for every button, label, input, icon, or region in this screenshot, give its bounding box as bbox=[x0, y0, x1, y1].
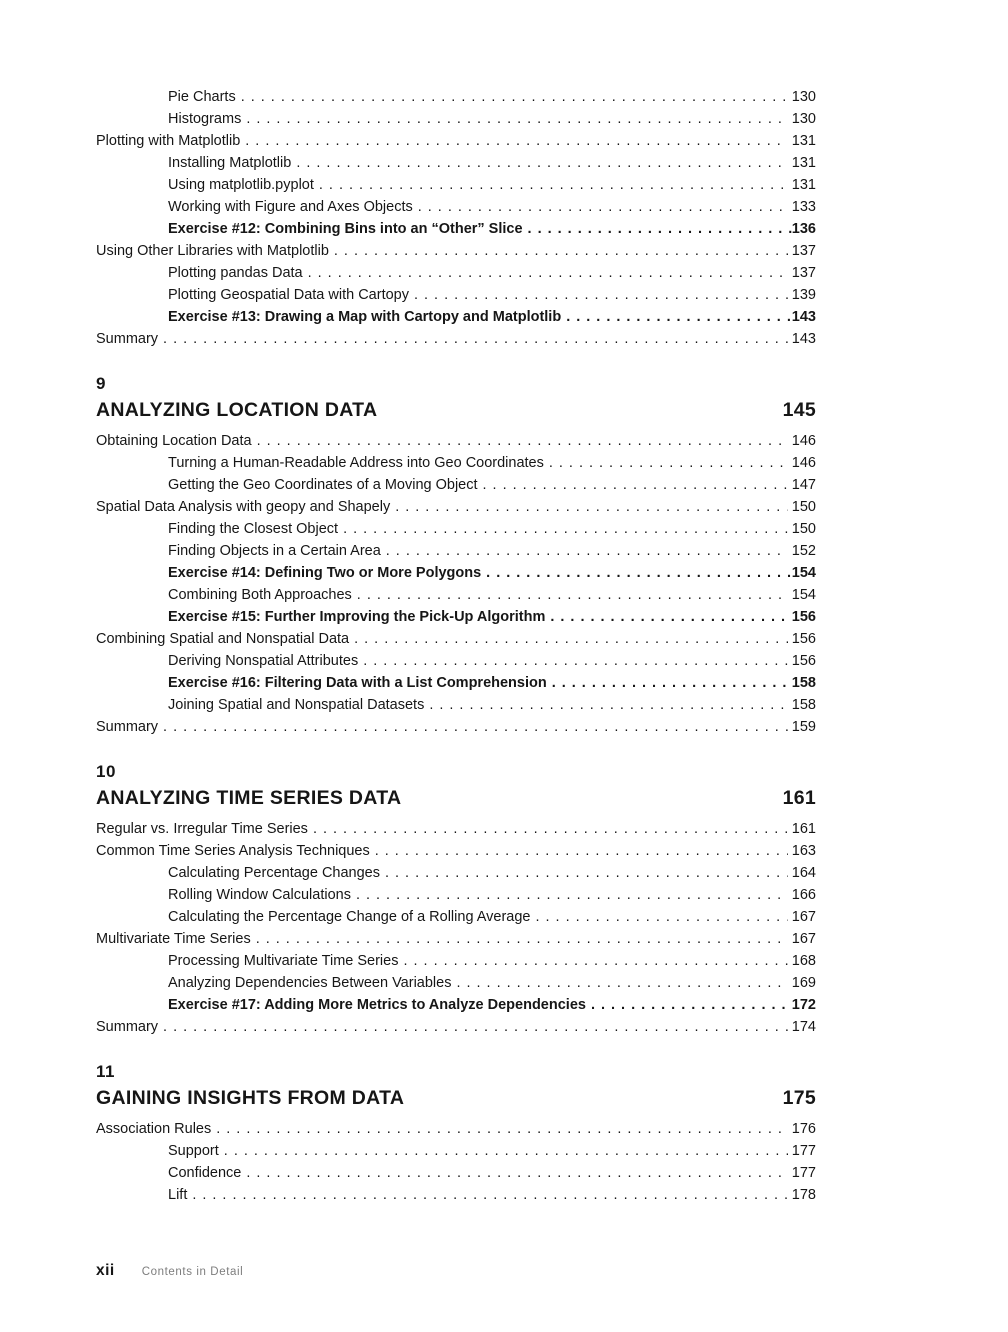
toc-entry-label: Plotting pandas Data bbox=[168, 265, 303, 281]
toc-entry-page: 150 bbox=[791, 499, 816, 515]
toc-entry-page: 154 bbox=[791, 565, 816, 581]
toc-entry bbox=[96, 672, 816, 694]
toc-entry-label: Calculating Percentage Changes bbox=[168, 865, 380, 881]
toc-entry-label: Exercise #15: Further Improving the Pick-Up Algorithm bbox=[168, 609, 546, 625]
toc-entry-label: Obtaining Location Data bbox=[96, 433, 252, 449]
dot-leader bbox=[356, 884, 788, 906]
toc-entry-label: Finding Objects in a Certain Area bbox=[168, 543, 381, 559]
toc-entry bbox=[96, 130, 816, 152]
toc-entry-label: Confidence bbox=[168, 1165, 242, 1181]
dot-leader bbox=[363, 650, 788, 672]
toc-entry-label: Combining Both Approaches bbox=[168, 587, 352, 603]
chapter-start-page: 145 bbox=[782, 399, 816, 421]
toc-entry-page: 143 bbox=[791, 309, 816, 325]
dot-leader bbox=[375, 840, 788, 862]
dot-leader bbox=[163, 716, 788, 738]
toc-entry bbox=[96, 818, 816, 840]
toc-entry bbox=[96, 862, 816, 884]
toc-entry bbox=[96, 650, 816, 672]
toc-page-content bbox=[96, 86, 816, 1206]
toc-entry-page: 150 bbox=[791, 521, 816, 537]
toc-entry-label: Calculating the Percentage Change of a Rolling Average bbox=[168, 909, 531, 925]
chapter-title: ANALYZING TIME SERIES DATA bbox=[96, 787, 402, 809]
toc-entry-page: 131 bbox=[791, 155, 816, 171]
toc-entry-page: 172 bbox=[791, 997, 816, 1013]
toc-entry-page: 143 bbox=[791, 331, 816, 347]
dot-leader bbox=[246, 108, 787, 130]
dot-leader bbox=[552, 672, 792, 694]
toc-entry bbox=[96, 262, 816, 284]
dot-leader bbox=[549, 452, 788, 474]
dot-leader bbox=[319, 174, 788, 196]
dot-leader bbox=[591, 994, 792, 1016]
toc-entry-page: 167 bbox=[791, 931, 816, 947]
dot-leader bbox=[395, 496, 788, 518]
dot-leader bbox=[403, 950, 787, 972]
chapter-title: ANALYZING LOCATION DATA bbox=[96, 399, 378, 421]
dot-leader bbox=[385, 862, 788, 884]
toc-entry-label: Exercise #13: Drawing a Map with Cartopy and Matplotlib bbox=[168, 309, 562, 325]
toc-entry-label: Exercise #14: Defining Two or More Polygons bbox=[168, 565, 482, 581]
footer-page-number: xii bbox=[96, 1262, 115, 1279]
toc-entry-page: 130 bbox=[791, 111, 816, 127]
toc-entry-label: Multivariate Time Series bbox=[96, 931, 251, 947]
toc-entry bbox=[96, 474, 816, 496]
toc-entry-page: 177 bbox=[791, 1143, 816, 1159]
toc-entry bbox=[96, 196, 816, 218]
toc-entry-label: Processing Multivariate Time Series bbox=[168, 953, 399, 969]
dot-leader bbox=[308, 262, 788, 284]
toc-entry-page: 174 bbox=[791, 1019, 816, 1035]
toc-entry-page: 163 bbox=[791, 843, 816, 859]
toc-entry-page: 130 bbox=[791, 89, 816, 105]
toc-entry-label: Deriving Nonspatial Attributes bbox=[168, 653, 359, 669]
dot-leader bbox=[429, 694, 787, 716]
toc-entry bbox=[96, 1162, 816, 1184]
toc-entry-page: 167 bbox=[791, 909, 816, 925]
chapter-title-row bbox=[96, 784, 816, 812]
toc-section bbox=[96, 86, 816, 350]
chapter-number: 9 bbox=[96, 374, 106, 393]
toc-entry-label: Exercise #12: Combining Bins into an “Other” Slice bbox=[168, 221, 523, 237]
toc-entry-page: 131 bbox=[791, 133, 816, 149]
footer-running-title: Contents in Detail bbox=[141, 1266, 244, 1278]
toc-entry-label: Exercise #17: Adding More Metrics to Analyze Dependencies bbox=[168, 997, 586, 1013]
toc-entry bbox=[96, 928, 816, 950]
toc-entry bbox=[96, 884, 816, 906]
chapter-header bbox=[96, 760, 816, 812]
toc-entry-page: 146 bbox=[791, 433, 816, 449]
dot-leader bbox=[354, 628, 788, 650]
toc-entry bbox=[96, 716, 816, 738]
toc-entry-page: 159 bbox=[791, 719, 816, 735]
toc-entry-label: Installing Matplotlib bbox=[168, 155, 292, 171]
toc-entry-page: 137 bbox=[791, 265, 816, 281]
toc-entry bbox=[96, 1118, 816, 1140]
toc-entry bbox=[96, 284, 816, 306]
toc-entry-page: 156 bbox=[791, 609, 816, 625]
dot-leader bbox=[386, 540, 788, 562]
toc-entry-label: Rolling Window Calculations bbox=[168, 887, 351, 903]
toc-entry-label: Turning a Human-Readable Address into Geo Coordinates bbox=[168, 455, 544, 471]
dot-leader bbox=[163, 1016, 788, 1038]
toc-entry-page: 164 bbox=[791, 865, 816, 881]
toc-entry-label: Plotting with Matplotlib bbox=[96, 133, 241, 149]
toc-entry-label: Using Other Libraries with Matplotlib bbox=[96, 243, 329, 259]
dot-leader bbox=[566, 306, 792, 328]
toc-entry bbox=[96, 518, 816, 540]
toc-entry-label: Regular vs. Irregular Time Series bbox=[96, 821, 308, 837]
dot-leader bbox=[245, 130, 788, 152]
dot-leader bbox=[296, 152, 787, 174]
toc-entry bbox=[96, 972, 816, 994]
toc-entry bbox=[96, 628, 816, 650]
chapter-header bbox=[96, 372, 816, 424]
dot-leader bbox=[241, 86, 788, 108]
toc-entry-label: Plotting Geospatial Data with Cartopy bbox=[168, 287, 409, 303]
toc-entry bbox=[96, 86, 816, 108]
chapter-title-row bbox=[96, 396, 816, 424]
toc-entry bbox=[96, 496, 816, 518]
chapter-number: 10 bbox=[96, 762, 116, 781]
chapter-start-page: 161 bbox=[782, 787, 816, 809]
toc-entry bbox=[96, 430, 816, 452]
toc-entry-page: 178 bbox=[791, 1187, 816, 1203]
dot-leader bbox=[486, 562, 792, 584]
toc-entry bbox=[96, 840, 816, 862]
toc-entry-page: 139 bbox=[791, 287, 816, 303]
dot-leader bbox=[528, 218, 792, 240]
dot-leader bbox=[224, 1140, 788, 1162]
dot-leader bbox=[550, 606, 791, 628]
toc-entry bbox=[96, 994, 816, 1016]
toc-entry-label: Spatial Data Analysis with geopy and Shapely bbox=[96, 499, 391, 515]
chapter-header bbox=[96, 1060, 816, 1112]
dot-leader bbox=[216, 1118, 788, 1140]
toc-section bbox=[96, 760, 816, 1038]
dot-leader bbox=[334, 240, 788, 262]
chapter-start-page: 175 bbox=[782, 1087, 816, 1109]
toc-entry-label: Working with Figure and Axes Objects bbox=[168, 199, 413, 215]
dot-leader bbox=[192, 1184, 787, 1206]
toc-entry-label: Combining Spatial and Nonspatial Data bbox=[96, 631, 350, 647]
toc-entry-label: Exercise #16: Filtering Data with a List Comprehension bbox=[168, 675, 547, 691]
dot-leader bbox=[313, 818, 788, 840]
toc-entry-label: Support bbox=[168, 1143, 219, 1159]
toc-entry-label: Pie Charts bbox=[168, 89, 236, 105]
toc-entry-page: 176 bbox=[791, 1121, 816, 1137]
toc-entry-page: 169 bbox=[791, 975, 816, 991]
toc-entry-page: 136 bbox=[791, 221, 816, 237]
dot-leader bbox=[246, 1162, 787, 1184]
toc-entry bbox=[96, 174, 816, 196]
toc-entry-page: 156 bbox=[791, 631, 816, 647]
toc-entry bbox=[96, 218, 816, 240]
dot-leader bbox=[535, 906, 787, 928]
dot-leader bbox=[483, 474, 788, 496]
dot-leader bbox=[343, 518, 788, 540]
toc-entry bbox=[96, 906, 816, 928]
toc-entry bbox=[96, 1140, 816, 1162]
toc-entry bbox=[96, 152, 816, 174]
toc-entry-page: 154 bbox=[791, 587, 816, 603]
toc-entry-page: 137 bbox=[791, 243, 816, 259]
toc-entry-page: 133 bbox=[791, 199, 816, 215]
dot-leader bbox=[357, 584, 788, 606]
toc-entry bbox=[96, 240, 816, 262]
toc-entry bbox=[96, 306, 816, 328]
chapter-number: 11 bbox=[96, 1062, 115, 1081]
dot-leader bbox=[257, 430, 788, 452]
page-footer bbox=[96, 1262, 243, 1280]
toc-entry bbox=[96, 540, 816, 562]
toc-entry-page: 131 bbox=[791, 177, 816, 193]
dot-leader bbox=[163, 328, 788, 350]
toc-entry-page: 156 bbox=[791, 653, 816, 669]
toc-entry bbox=[96, 108, 816, 130]
toc-entry bbox=[96, 694, 816, 716]
toc-entry-page: 152 bbox=[791, 543, 816, 559]
toc-entry bbox=[96, 1016, 816, 1038]
toc-entry-label: Using matplotlib.pyplot bbox=[168, 177, 314, 193]
toc-entry bbox=[96, 452, 816, 474]
toc-entry-label: Analyzing Dependencies Between Variables bbox=[168, 975, 452, 991]
toc-entry-label: Histograms bbox=[168, 111, 242, 127]
toc-entry-page: 166 bbox=[791, 887, 816, 903]
toc-entry bbox=[96, 950, 816, 972]
toc-entry-page: 158 bbox=[791, 675, 816, 691]
toc-entry-label: Association Rules bbox=[96, 1121, 212, 1137]
toc-entry bbox=[96, 1184, 816, 1206]
dot-leader bbox=[456, 972, 787, 994]
chapter-title-row bbox=[96, 1084, 816, 1112]
toc-entry-label: Common Time Series Analysis Techniques bbox=[96, 843, 370, 859]
toc-entry-page: 146 bbox=[791, 455, 816, 471]
dot-leader bbox=[418, 196, 788, 218]
chapter-title: GAINING INSIGHTS FROM DATA bbox=[96, 1087, 405, 1109]
toc-entry-page: 177 bbox=[791, 1165, 816, 1181]
toc-entry-label: Summary bbox=[96, 719, 159, 735]
dot-leader bbox=[256, 928, 788, 950]
toc-entry-label: Getting the Geo Coordinates of a Moving Object bbox=[168, 477, 478, 493]
toc-entry-label: Summary bbox=[96, 331, 159, 347]
toc-entry-label: Finding the Closest Object bbox=[168, 521, 339, 537]
toc-entry-page: 161 bbox=[791, 821, 816, 837]
toc-entry-page: 158 bbox=[791, 697, 816, 713]
toc-entry bbox=[96, 328, 816, 350]
toc-entry-label: Joining Spatial and Nonspatial Datasets bbox=[168, 697, 425, 713]
toc-entry-label: Lift bbox=[168, 1187, 188, 1203]
dot-leader bbox=[414, 284, 788, 306]
toc-entry-label: Summary bbox=[96, 1019, 159, 1035]
toc-section bbox=[96, 372, 816, 738]
toc-section bbox=[96, 1060, 816, 1206]
toc-entry-page: 168 bbox=[791, 953, 816, 969]
toc-entry bbox=[96, 562, 816, 584]
toc-entry bbox=[96, 606, 816, 628]
toc-entry bbox=[96, 584, 816, 606]
toc-entry-page: 147 bbox=[791, 477, 816, 493]
